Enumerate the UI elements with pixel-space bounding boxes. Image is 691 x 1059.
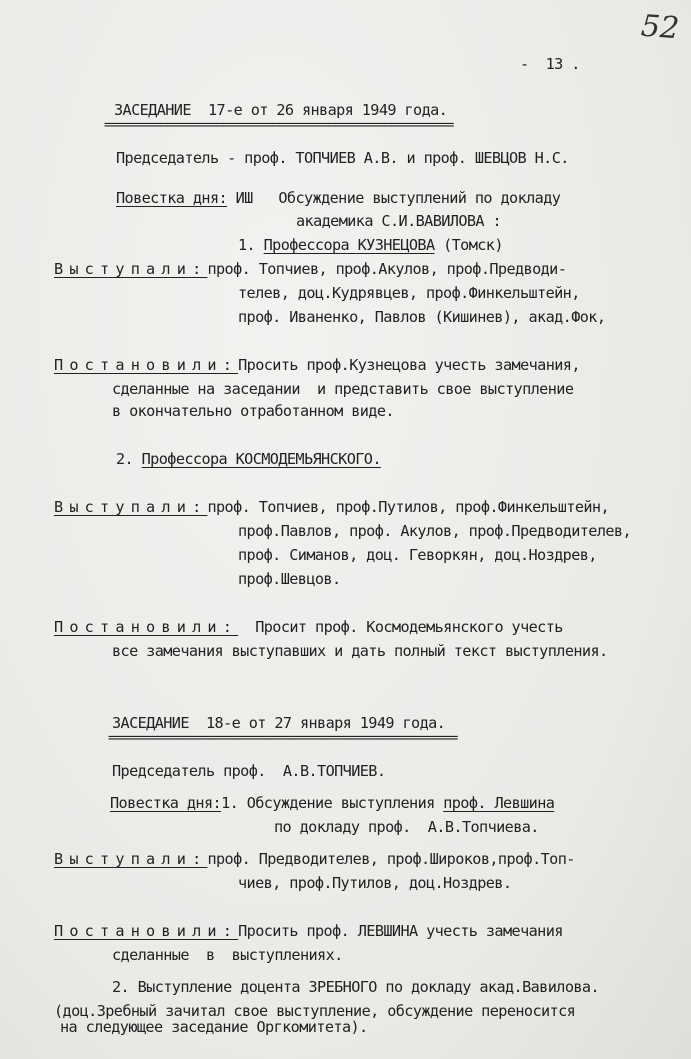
- item-1-resolved-label: Постановили:: [54, 356, 239, 374]
- item-1-resolved-2: сделанные на заседании и представить свое выступление: [112, 380, 574, 398]
- item-2-resolved-1: Просит проф. Космодемьянского учесть: [255, 618, 563, 636]
- item-1-number: 1.: [238, 236, 256, 254]
- item-1-spoke-row: [54, 259, 566, 279]
- session-17-rule: ========================================================: [104, 118, 453, 133]
- session-18-resolved-row: [54, 921, 563, 941]
- agenda-marker: ИШ: [235, 189, 253, 207]
- item-1-spoke-3: проф. Иваненко, Павлов (Кишинев), акад.Фок,: [238, 308, 606, 326]
- session-18-agenda-text-1: 1. Обсуждение выступления: [221, 794, 435, 812]
- session-17-agenda-row: [116, 188, 560, 208]
- item-1-spoke-2: телев, доц.Кудрявцев, проф.Финкельштейн,: [238, 284, 580, 302]
- folio-number: 52: [639, 8, 681, 47]
- session-18-resolved-1: Просить проф. ЛЕВШИНА учесть замечания: [238, 922, 563, 940]
- session-18-resolved-label: Постановили:: [54, 922, 239, 940]
- session-18-agenda-row: [110, 793, 554, 813]
- item-2-spoke-2: проф.Павлов, проф. Акулов, проф.Предводителев,: [238, 522, 632, 540]
- item-1-city: (Томск): [443, 236, 503, 254]
- session-18-agenda-speaker: проф. Левшина: [443, 794, 555, 812]
- item-2-spoke-label: Выступали:: [54, 498, 208, 516]
- item-2-spoke-4: проф.Шевцов.: [238, 570, 341, 588]
- session-18-spoke-1: проф. Предводителев, проф.Широков,проф.Топ-: [207, 850, 575, 868]
- session-18-resolved-2: сделанные в выступлениях.: [112, 946, 343, 964]
- session-18-agenda-label: Повестка дня:: [110, 794, 222, 812]
- item-1-resolved-1: Просить проф.Кузнецова учесть замечания,: [238, 356, 580, 374]
- session-18-item-2: 2. Выступление доцента ЗРЕБНОГО по докладу акад.Вавилова.: [112, 978, 599, 996]
- session-18-note-1: (доц.Зребный зачитал свое выступление, обсуждение переносится: [54, 1002, 576, 1020]
- item-2-spoke-1: проф. Топчиев, проф.Путилов, проф.Финкельштейн,: [207, 498, 609, 516]
- item-1-spoke-label: Выступали:: [54, 260, 208, 278]
- item-1-spoke-1: проф. Топчиев, проф.Акулов, проф.Предводи-: [207, 260, 567, 278]
- session-18-note-2: на следующее заседание Оргкомитета).: [60, 1018, 368, 1036]
- item-1-title: Профессора КУЗНЕЦОВА: [263, 236, 435, 254]
- item-1-title-row: [238, 235, 503, 255]
- item-1-resolved-row: [54, 355, 580, 375]
- item-2-spoke-3: проф. Симанов, доц. Геворкян, доц.Ноздрев,: [238, 546, 597, 564]
- session-18-chair: Председатель проф. А.В.ТОПЧИЕВ.: [112, 762, 386, 780]
- item-2-resolved-label: Постановили:: [54, 618, 239, 636]
- session-17-agenda-label: Повестка дня:: [116, 189, 228, 207]
- agenda-text-2: академика С.И.ВАВИЛОВА :: [296, 212, 502, 230]
- session-17-heading: ЗАСЕДАНИЕ 17-е от 26 января 1949 года.: [114, 101, 448, 119]
- item-2-spoke-row: [54, 497, 609, 517]
- session-18-agenda-text-2: по докладу проф. А.В.Топчиева.: [274, 818, 539, 836]
- item-2-title-row: [116, 449, 381, 469]
- session-18-rule: ========================================================: [108, 731, 457, 746]
- page-number: - 13 .: [520, 55, 580, 73]
- item-2-resolved-row: [54, 617, 563, 637]
- session-17-chair: Председатель - проф. ТОПЧИЕВ А.В. и проф. ШЕВЦОВ Н.С.: [116, 149, 569, 167]
- agenda-text-1: Обсуждение выступлений по докладу: [278, 189, 561, 207]
- item-1-resolved-3: в окончательно отработанном виде.: [112, 402, 394, 420]
- session-18-spoke-label: Выступали:: [54, 850, 208, 868]
- session-18-spoke-2: чиев, проф.Путилов, доц.Ноздрев.: [238, 874, 512, 892]
- session-18-spoke-row: [54, 849, 575, 869]
- item-2-title: Профессора КОСМОДЕМЬЯНСКОГО.: [141, 450, 381, 468]
- session-18-heading: ЗАСЕДАНИЕ 18-е от 27 января 1949 года.: [112, 714, 446, 732]
- item-2-number: 2.: [116, 450, 134, 468]
- item-2-resolved-2: все замечания выступавших и дать полный текст выступления.: [112, 642, 608, 660]
